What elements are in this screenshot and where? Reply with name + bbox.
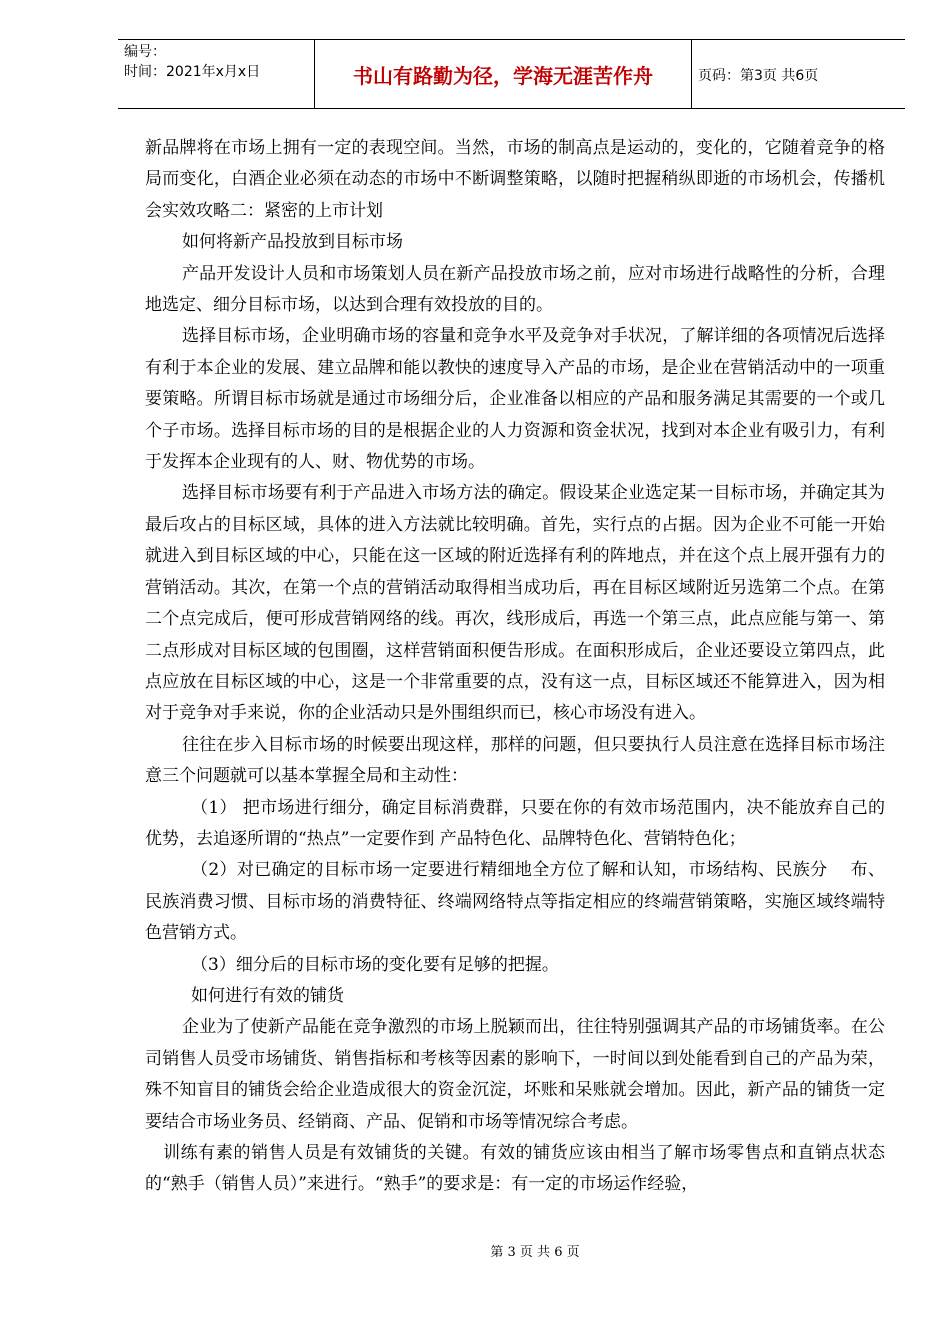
page-header	[118, 39, 905, 109]
paragraph: 往往在步入目标市场的时候要出现这样，那样的问题，但只要执行人员注意在选择目标市场注意三个问题就可以基本掌握全局和主动性：	[145, 734, 885, 787]
header-number-label: 编号：	[124, 44, 166, 60]
paragraph: 选择目标市场，企业明确市场的容量和竞争水平及竞争对手状况，了解详细的各项情况后选择有利于本企业的发展、建立品牌和能以教快的速度导入产品的市场，是企业在营销活动中的一项重要策略。所谓目标市场就是通过市场细分后，企业准备以相应的产品和服务满足其需要的一个或几个子市场。选择目标市场的目的是根据企业的人力资源和资金状况，找到对本企业有吸引力，有利于发挥本企业现有的人、财、物优势的市场。	[145, 326, 885, 473]
document-body	[145, 133, 885, 1201]
list-item: （2）对已确定的目标市场一定要进行精细地全方位了解和认知，市场结构、民族分 布、民族消费习惯、目标市场的消费特征、终端网络特点等指定相应的终端营销策略，实施区域终端特色营销方式。	[145, 860, 885, 944]
list-item: （3）细分后的目标市场的变化要有足够的把握。	[191, 954, 559, 975]
header-time-label: 时间：2021年x月x日	[124, 64, 261, 80]
paragraph: 企业为了使新产品能在竞争激烈的市场上脱颖而出，往往特别强调其产品的市场铺货率。在公司销售人员受市场铺货、销售指标和考核等因素的影响下，一时间以到处能看到自己的产品为荣，殊不知盲目的铺货会给企业造成很大的资金沉淀，坏账和呆账就会增加。因此，新产品的铺货一定要结合市场业务员、经销商、产品、促销和市场等情况综合考虑。	[145, 1017, 885, 1132]
header-divider	[691, 40, 692, 108]
header-meta	[124, 42, 260, 82]
header-motto: 书山有路勤为径，学海无涯苦作舟	[353, 64, 653, 88]
paragraph: 选择目标市场要有利于产品进入市场方法的确定。假设某企业选定某一目标市场，并确定其为最后攻占的目标区域，具体的进入方法就比较明确。首先，实行点的占据。因为企业不可能一开始就进入到目标区域的中心，只能在这一区域的附近选择有利的阵地点，并在这个点上展开强有力的营销活动。其次，在第一个点的营销活动取得相当成功后，再在目标区域附近另选第二个点。在第二个点完成后，便可形成营销网络的线。再次，线形成后，再选一个第三点，此点应能与第一、第二点形成对目标区域的包围圈，这样营销面积便告形成。在面积形成后，企业还要设立第四点，此点应放在目标区域的中心，这是一个非常重要的点，没有这一点，目标区域还不能算进入，因为相对于竞争对手来说，你的企业活动只是外围组织而已，核心市场没有进入。	[145, 483, 885, 724]
paragraph: 训练有素的销售人员是有效铺货的关键。有效的铺货应该由相当了解市场零售点和直销点状态的“熟手（销售人员）”来进行。“熟手”的要求是：有一定的市场运作经验，	[145, 1143, 885, 1195]
paragraph: 新品牌将在市场上拥有一定的表现空间。当然，市场的制高点是运动的，变化的，它随着竞争的格局而变化，白酒企业必须在动态的市场中不断调整策略，以随时把握稍纵即逝的市场机会，传播机会实效攻略二：紧密的上市计划	[145, 138, 885, 221]
list-item: （1） 把市场进行细分，确定目标消费群，只要在你的有效市场范围内，决不能放弃自己的优势，去追逐所谓的“热点”一定要作到 产品特色化、品牌特色化、营销特色化；	[145, 797, 885, 849]
page-footer: 第 3 页 共 6 页	[490, 1245, 580, 1260]
section-heading: 如何将新产品投放到目标市场	[182, 232, 403, 253]
section-heading: 如何进行有效的铺货	[191, 985, 344, 1006]
paragraph: 产品开发设计人员和市场策划人员在新产品投放市场之前，应对市场进行战略性的分析，合理地选定、细分目标市场，以达到合理有效投放的目的。	[145, 263, 885, 316]
header-page-info: 页码：第3页 共6页	[698, 68, 819, 84]
